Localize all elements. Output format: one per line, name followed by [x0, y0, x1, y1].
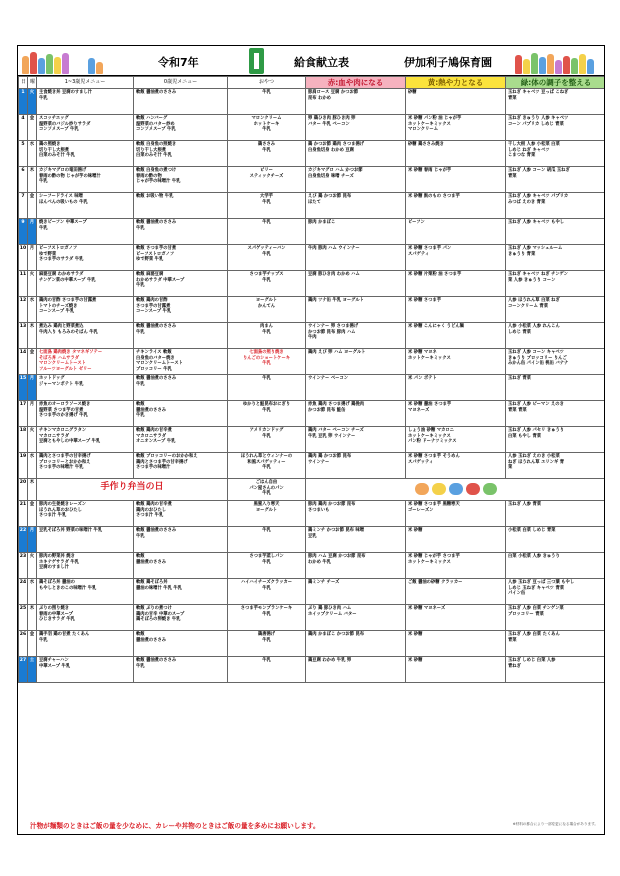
green-group-cell: 玉ねぎ 人参 パセリ きゅうり 白菜 もやし 青菜 — [506, 427, 606, 453]
table-row — [19, 193, 606, 219]
table-row — [19, 115, 606, 141]
green-group-cell: 干し大根 人参 小松菜 白菜 しめじ ねぎ キャベツ こまつな 青菜 — [506, 141, 606, 167]
menu-0-cell: 軟飯 醤油煮のささみ 牛乳 — [134, 323, 228, 349]
yellow-group-cell: 米 パン ポテト — [406, 375, 506, 401]
kids-illustration-mid — [88, 48, 103, 74]
weekday-cell: 金 — [28, 631, 37, 657]
table-row — [19, 297, 606, 323]
red-group-cell: 鶏肉 えび 卵 ハム ヨーグルト — [306, 349, 406, 375]
day-cell: 26 — [19, 631, 28, 657]
tree-icon — [249, 48, 264, 74]
red-group-cell: 鶏豆腐 わかめ 牛乳 卵 — [306, 657, 406, 683]
snack-cell: マロンクリーム ホットケーキ 牛乳 — [228, 115, 306, 141]
menu-1to3-cell: 鶏肉の甘酢 さつま芋の甘露煮 トマトのチーズ焼き コーンスープ 牛乳 — [37, 297, 134, 323]
green-group-cell: 白菜 小松菜 人参 きゅうり — [506, 553, 606, 579]
weekday-cell: 木 — [28, 479, 37, 501]
col-red-group: 赤:血や肉になる — [306, 77, 406, 89]
menu-1to3-cell: カジキマグロの竜田揚げ 春雨の酢の物 じゃが芋の味噌汁 牛乳 — [37, 167, 134, 193]
day-cell: 19 — [19, 453, 28, 479]
yellow-group-cell: 米 砂糖 さつま芋 そうめん スパゲッティ — [406, 453, 506, 479]
day-cell: 5 — [19, 141, 28, 167]
yellow-group-cell: 米 砂糖 — [406, 631, 506, 657]
menu-table — [18, 76, 605, 683]
menu-0-cell: 軟飯 鶏肉の甘酢 さつま芋の甘露煮 コーンスープ 牛乳 — [134, 297, 228, 323]
menu-1to3-cell: ホットドッグ ジャーマンポテト 牛乳 — [37, 375, 134, 401]
snack-cell: さつま芋蒸しパン 牛乳 — [228, 553, 306, 579]
day-cell: 7 — [19, 193, 28, 219]
day-cell: 10 — [19, 245, 28, 271]
header-title: 給食献立表 — [294, 56, 349, 69]
green-group-cell: 玉ねぎ 人参 キャベツ もやし — [506, 219, 606, 245]
green-group-cell: 人参 玉ねぎ 豆っぱ 三つ葉 もやし しめじ 玉ねぎ キャベツ 青菜 パイン缶 — [506, 579, 606, 605]
red-group-cell: ぶり 鶏 豚ひき肉 ハム ホイップクリーム バター — [306, 605, 406, 631]
table-row — [19, 501, 606, 527]
green-group-cell: 玉ねぎ 人参 白菜 たくあん 青菜 — [506, 631, 606, 657]
menu-0-cell: 軟飯 白身魚の煮つけ 春雨の酢の物 じゃが芋の味噌汁 牛乳 — [134, 167, 228, 193]
menu-1to3-cell: ぶりの照り焼き 春雨の中華スープ ひじきサラダ 牛乳 — [37, 605, 134, 631]
menu-1to3-cell: 七面鳥 鶏肉焼き タマネギソテー そぼろ丼 ハムサラダ マロンクリームトースト フルーツヨーグルト ゼリー — [37, 349, 134, 375]
snack-cell: さつま芋チップス 牛乳 — [228, 271, 306, 297]
red-group-cell: 鶏肉 ツナ缶 牛乳 ヨーグルト — [306, 297, 406, 323]
yellow-group-cell: 米 砂糖 じゃが芋 さつま芋 ホットケーキミックス — [406, 553, 506, 579]
red-group-cell: 豚肉 ハム 豆腐 かつお節 昆布 わかめ 牛乳 — [306, 553, 406, 579]
day-cell: 25 — [19, 605, 28, 631]
red-group-cell: 豆腐 豚ひき肉 わかめ ハム — [306, 271, 406, 297]
header — [18, 46, 604, 76]
day-cell: 20 — [19, 479, 28, 501]
yellow-group-cell: 米 砂糖 さつま芋 パン スパゲティ — [406, 245, 506, 271]
snack-cell: 七面鳥の照り焼き りんごのショートケーキ 牛乳 — [228, 349, 306, 375]
green-group-cell: 小松菜 白菜 しめじ 青菜 — [506, 527, 606, 553]
menu-0-cell: 軟飯 ブロッコリーのおかか和え 鶏肉とさつま芋の甘辛揚げ さつま芋の味噌汁 — [134, 453, 228, 479]
snack-cell: ハイハイチーズクラッカー 牛乳 — [228, 579, 306, 605]
weekday-cell: 木 — [28, 605, 37, 631]
weekday-cell: 水 — [28, 297, 37, 323]
table-row — [19, 605, 606, 631]
weekday-cell: 水 — [28, 579, 37, 605]
snack-cell: 鶏唐揚げ 牛乳 — [228, 631, 306, 657]
green-group-cell: 人参 玉ねぎ えのき 小松菜 ねぎ ほうれん草 エリンギ 青 菜 — [506, 453, 606, 479]
col-snack: おやつ — [228, 77, 306, 89]
green-group-cell: 玉ねぎ キャベツ 豆っぱ こねぎ 青菜 — [506, 89, 606, 115]
table-row — [19, 141, 606, 167]
table-row — [19, 479, 606, 501]
weekday-cell: 金 — [28, 501, 37, 527]
yellow-group-cell: ご飯 醤油の砂糖 クラッカー — [406, 579, 506, 605]
menu-0-cell: 軟飯 麻婆豆腐 わかめサラダ 中華スープ 牛乳 — [134, 271, 228, 297]
snack-cell: 鶏ささみ 牛乳 — [228, 141, 306, 167]
snack-cell: 大学芋 牛乳 — [228, 193, 306, 219]
illustration-cell — [306, 479, 606, 501]
menu-1to3-cell: 鶏肉とさつま芋の甘辛揚げ ブロッコリーとおかか和え さつま芋の味噌汁 牛乳 — [37, 453, 134, 479]
menu-0-cell: 軟飯 醤油煮のささみ — [134, 553, 228, 579]
red-group-cell: 鶏ミンチ チーズ — [306, 579, 406, 605]
bento-cell: 手作り弁当の日 — [37, 479, 228, 501]
menu-1to3-cell: 鶏手羽 鶏の甘煮 たくあん 牛乳 — [37, 631, 134, 657]
red-group-cell: カジキマグロ ハム かつお節 白身魚切身 味噌 チーズ — [306, 167, 406, 193]
red-group-cell: 豚肉 鶏肉 かつお節 昆布 さつまいも — [306, 501, 406, 527]
green-group-cell: 玉ねぎ 人参 マッシュルーム きゅうり 青菜 — [506, 245, 606, 271]
snack-cell: 牛乳 — [228, 375, 306, 401]
snack-cell: さつま芋モンブランケーキ 牛乳 — [228, 605, 306, 631]
green-group-cell: 玉ねぎ 人参 コーン 胡瓜 玉ねぎ 青菜 — [506, 167, 606, 193]
menu-0-cell: 軟飯 醤油煮のささみ 牛乳 — [134, 527, 228, 553]
menu-0-cell: 軟飯 醤油煮のささみ 牛乳 — [134, 657, 228, 683]
yellow-group-cell: 米 砂糖 さつま芋 黒糖寒天 ゴーレーズン — [406, 501, 506, 527]
menu-1to3-cell: スコッチエッグ 温野菜のバジル炒りサラダ コンソメスープ 牛乳 — [37, 115, 134, 141]
snack-cell: 牛乳 — [228, 657, 306, 683]
table-row — [19, 579, 606, 605]
yellow-group-cell: 米 砂糖 春雨 じゃが芋 — [406, 167, 506, 193]
day-cell: 11 — [19, 271, 28, 297]
yellow-group-cell: ビーフン — [406, 219, 506, 245]
kids-illustration-left — [22, 48, 69, 74]
day-cell: 1 — [19, 89, 28, 115]
col-yellow-group: 黄:熱や力となる — [406, 77, 506, 89]
header-year: 令和7年 — [158, 56, 199, 69]
weekday-cell: 金 — [28, 193, 37, 219]
menu-1to3-cell: 焼きビーフン 中華スープ 牛乳 — [37, 219, 134, 245]
menu-1to3-cell: 豆腐チャーハン 中華スープ 牛乳 — [37, 657, 134, 683]
yellow-group-cell: 米 砂糖 マヨネ ホットケーキミックス — [406, 349, 506, 375]
table-row — [19, 323, 606, 349]
day-cell: 4 — [19, 115, 28, 141]
table-row — [19, 167, 606, 193]
table-row — [19, 631, 606, 657]
yellow-group-cell: 米 砂糖 マヨネーズ — [406, 605, 506, 631]
green-group-cell: 玉ねぎ 青菜 — [506, 375, 606, 401]
weekday-cell: 金 — [28, 349, 37, 375]
weekday-cell: 火 — [28, 427, 37, 453]
snack-cell: 牛乳 — [228, 89, 306, 115]
red-group-cell: 鶏 かつお節 鶏肉 さつま揚げ 白身魚切身 わかめ 豆腐 — [306, 141, 406, 167]
table-row — [19, 553, 606, 579]
snack-cell: ごはん自由 パン屋さんのパン 牛乳 — [228, 479, 306, 501]
table-row — [19, 427, 606, 453]
red-group-cell: 赤魚 鶏肉 さつま揚げ 鶏挽肉 かつお節 昆布 鮭缶 — [306, 401, 406, 427]
menu-0-cell: 軟飯 醤油煮のささみ 牛乳 — [134, 375, 228, 401]
footer-note: 汁物が麺類のときはご飯の量を少なめに、カレーや丼物のときはご飯の量を多めにお願いします。 — [30, 822, 320, 830]
weekday-cell: 月 — [28, 401, 37, 427]
yellow-group-cell: 米 砂糖 こんにゃく うどん麺 — [406, 323, 506, 349]
day-cell: 13 — [19, 323, 28, 349]
snack-cell: ゆかりと鮭昆布おにぎり 牛乳 — [228, 401, 306, 427]
day-cell: 24 — [19, 579, 28, 605]
green-group-cell: 玉ねぎ 人参 キャベツ パプリカ みつば えのき 青菜 — [506, 193, 606, 219]
table-row — [19, 527, 606, 553]
day-cell: 14 — [19, 349, 28, 375]
menu-sheet — [17, 45, 605, 835]
menu-1to3-cell: 麻婆豆腐 わかめサラダ チンゲン菜の中華スープ 牛乳 — [37, 271, 134, 297]
weekday-cell: 金 — [28, 115, 37, 141]
red-group-cell: 卵 鶏ひき肉 豚ひき肉 卵 バター 牛乳 ベーコン — [306, 115, 406, 141]
table-row — [19, 453, 606, 479]
yellow-group-cell: 米 砂糖 パン粉 油 じゃが芋 ホットケーキミックス マロンクリーム — [406, 115, 506, 141]
menu-0-cell: 軟飯 ハンバーグ 温野菜のバター炒め コンソメスープ 牛乳 — [134, 115, 228, 141]
snack-cell: 黒蜜入り寒天 ヨーグルト — [228, 501, 306, 527]
snack-cell: スパゲッティーバン 牛乳 — [228, 245, 306, 271]
green-group-cell: 玉ねぎ 人参 コーン キャベツ きゅうり ブロッコリー りんご みかん缶 パイン缶 桃缶 バナナ — [506, 349, 606, 375]
menu-1to3-cell: シーフードライス 味噌 ほんべんの吸いもの 牛乳 — [37, 193, 134, 219]
header-school: 伊加利子鳩保育園 — [404, 56, 492, 69]
menu-1to3-cell: 煮込み 鶏肉と野菜煮込 牛肉入り もろみのそばん 牛乳 — [37, 323, 134, 349]
menu-1to3-cell: 豆乳そぼろ丼 野菜の味噌汁 牛乳 — [37, 527, 134, 553]
col-menu-0: 0歳児メニュー — [134, 77, 228, 89]
red-group-cell: ウインナー ベーコン — [306, 375, 406, 401]
menu-0-cell: 軟飯 醤油煮のささみ 牛乳 — [134, 401, 228, 427]
yellow-group-cell: 米 砂糖 醤油 さつま芋 マヨネーズ — [406, 401, 506, 427]
red-group-cell: 鶏肉 鶏 かつお節 昆布 ウインナー — [306, 453, 406, 479]
menu-1to3-cell: 豚肉の野菜丼 焼き ホキナゲサラダ 牛乳 豆腐のすまし汁 — [37, 553, 134, 579]
green-group-cell: 玉ねぎ キャベツ ねぎ チンゲン 菜 人参 きゅうり コーン — [506, 271, 606, 297]
yellow-group-cell: 米 砂糖 麸のもの さつま芋 — [406, 193, 506, 219]
table-row — [19, 401, 606, 427]
green-group-cell: 玉ねぎ 人参 白菜 チンゲン菜 ブロッコリー 青菜 — [506, 605, 606, 631]
menu-0-cell: 軟飯 醤油煮のささみ — [134, 631, 228, 657]
red-group-cell: 鶏ミンチ かつお節 昆布 味噌 豆乳 — [306, 527, 406, 553]
red-group-cell: 鶏肉 バター ベーコン チーズ 牛乳 豆乳 卵 ウインナー — [306, 427, 406, 453]
menu-0-cell: 軟飯 お吸い物 牛乳 — [134, 193, 228, 219]
weekday-cell: 木 — [28, 167, 37, 193]
yellow-group-cell: 米 砂糖 さつま芋 — [406, 297, 506, 323]
snack-cell: アメリカンドッグ 牛乳 — [228, 427, 306, 453]
lunchbox-illustration — [308, 480, 604, 498]
menu-0-cell: チキンライス 軟飯 白身魚のバター焼き マロンクリームトースト ブロッコリー 牛乳 — [134, 349, 228, 375]
day-cell: 27 — [19, 657, 28, 683]
green-group-cell: 玉ねぎ きゅうり 人参 キャベツ コーン パプリカ しめじ 青菜 — [506, 115, 606, 141]
table-row — [19, 271, 606, 297]
day-cell: 21 — [19, 501, 28, 527]
snack-cell: 肉まん 牛乳 — [228, 323, 306, 349]
green-group-cell: 玉ねぎ 人参 ピーマン えのき 青菜 青菜 — [506, 401, 606, 427]
menu-0-cell: 軟飯 さつま芋の甘煮 ビーフストロガノフ ゆで野菜 牛乳 — [134, 245, 228, 271]
menu-0-cell: 軟飯 鶏肉の甘辛煮 マカロニサラダ オニオンスープ 牛乳 — [134, 427, 228, 453]
table-row — [19, 375, 606, 401]
menu-1to3-cell: 赤魚のオーロラソース焼き 温野菜 さつま芋の甘煮 さつま芋のかき揚げ 牛乳 — [37, 401, 134, 427]
red-group-cell: 牛肉 豚肉 ハム ウインナー — [306, 245, 406, 271]
weekday-cell: 火 — [28, 553, 37, 579]
yellow-group-cell: 米 砂糖 — [406, 527, 506, 553]
menu-0-cell: 軟飯 白身魚の照焼き 切り干し大根煮 白菜のみそ汁 牛乳 — [134, 141, 228, 167]
green-group-cell: 人参 小松菜 人参 れんこん しめじ 青菜 — [506, 323, 606, 349]
col-day: 日 — [19, 77, 28, 89]
weekday-cell: 月 — [28, 375, 37, 401]
day-cell: 15 — [19, 375, 28, 401]
day-cell: 12 — [19, 297, 28, 323]
menu-1to3-cell: 豚肉の生姜焼きレーズン ほうれん草のおひたし さつま汁 牛乳 — [37, 501, 134, 527]
green-group-cell: 人参 ほうれん草 白菜 ねぎ コーンクリーム 青菜 — [506, 297, 606, 323]
col-green-group: 緑:体の調子を整える — [506, 77, 606, 89]
snack-cell: ほうれん草とウィンナーの 和風スパゲッティー 牛乳 — [228, 453, 306, 479]
table-row — [19, 349, 606, 375]
kids-illustration-right — [515, 48, 594, 74]
table-row — [19, 89, 606, 115]
yellow-group-cell: 砂糖 鶏ささみ焼き — [406, 141, 506, 167]
yellow-group-cell: 米 砂糖 片栗粉 油 さつま芋 — [406, 271, 506, 297]
col-weekday: 曜 — [28, 77, 37, 89]
table-row — [19, 245, 606, 271]
weekday-cell: 水 — [28, 453, 37, 479]
menu-0-cell: 軟飯 ぶりの煮つけ 鶏肉の甘辛 中華のスープ 鶏そぼろの卵焼き 牛乳 — [134, 605, 228, 631]
yellow-group-cell: 砂糖 — [406, 89, 506, 115]
day-cell: 22 — [19, 527, 28, 553]
red-group-cell: 豚肉 かまぼこ — [306, 219, 406, 245]
menu-1to3-cell: ビーフストロガノフ ゆで野菜 さつま芋のサラダ 牛乳 — [37, 245, 134, 271]
red-group-cell: えび 鶏 かつお節 昆布 ほたて — [306, 193, 406, 219]
green-group-cell: 玉ねぎ しめじ 白菜 人参 青ねぎ — [506, 657, 606, 683]
red-group-cell: 豚肩ロース 豆腐 かつお節 昆布 わかめ — [306, 89, 406, 115]
menu-1to3-cell: 鶏の照焼き 切り干し大根煮 白菜のみそ汁 牛乳 — [37, 141, 134, 167]
day-cell: 18 — [19, 427, 28, 453]
weekday-cell: 月 — [28, 527, 37, 553]
menu-1to3-cell: 主食焼き丼 豆腐のすまし汁 牛乳 — [37, 89, 134, 115]
menu-0-cell: 軟飯 鶏そぼろ丼 醤油の味噌汁 牛乳 牛乳 — [134, 579, 228, 605]
weekday-cell: 月 — [28, 245, 37, 271]
day-cell: 9 — [19, 219, 28, 245]
col-menu-1to3: 1~3歳児メニュー — [37, 77, 134, 89]
red-group-cell: 鶏肉 かまぼこ かつお節 昆布 — [306, 631, 406, 657]
snack-cell: 牛乳 — [228, 527, 306, 553]
snack-cell: ヨーグルト かんてん — [228, 297, 306, 323]
yellow-group-cell: しょう油 砂糖 マカロニ ホットケーキミックス パン粉 ドーナツミックス — [406, 427, 506, 453]
snack-cell: 牛乳 — [228, 219, 306, 245]
weekday-cell: 月 — [28, 219, 37, 245]
green-group-cell: 玉ねぎ 人参 青菜 — [506, 501, 606, 527]
yellow-group-cell: 米 砂糖 — [406, 657, 506, 683]
menu-1to3-cell: 鶏そぼろ丼 醤油の もやしときのこの味噌汁 牛乳 — [37, 579, 134, 605]
day-cell: 23 — [19, 553, 28, 579]
weekday-cell: 火 — [28, 89, 37, 115]
menu-0-cell: 軟飯 醤油煮のささみ 牛乳 — [134, 219, 228, 245]
snack-cell: ピリー スティックチーズ — [228, 167, 306, 193]
weekday-cell: 木 — [28, 323, 37, 349]
menu-0-cell: 軟飯 醤油煮のささみ — [134, 89, 228, 115]
day-cell: 17 — [19, 401, 28, 427]
weekday-cell: 火 — [28, 271, 37, 297]
menu-1to3-cell: チキンマカロニグラタン マカロニサラダ 豆腐ともやしの中華スープ 牛乳 — [37, 427, 134, 453]
red-group-cell: ウインナー 卵 さつま揚げ かつお節 昆布 豚肉 ハム 牛肉 — [306, 323, 406, 349]
table-row — [19, 657, 606, 683]
weekday-cell: 土 — [28, 657, 37, 683]
weekday-cell: 水 — [28, 141, 37, 167]
menu-0-cell: 軟飯 鶏肉の甘辛煮 鶏肉のおひたし さつま汁 牛乳 — [134, 501, 228, 527]
footer-footnote: ※材料の都合により一部変更になる場合があります。 — [512, 822, 598, 826]
day-cell: 6 — [19, 167, 28, 193]
table-row — [19, 219, 606, 245]
